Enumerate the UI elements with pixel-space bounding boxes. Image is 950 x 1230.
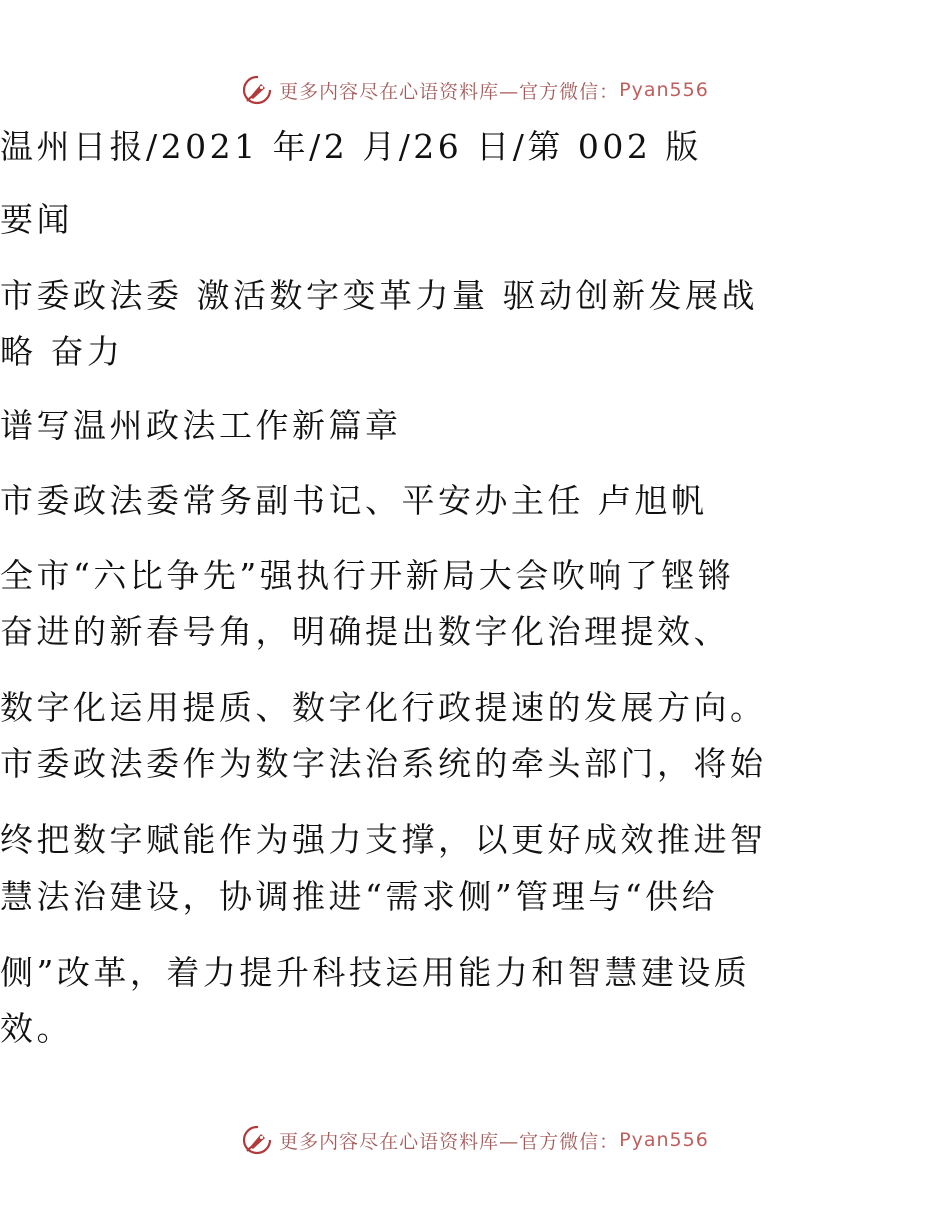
article-line: 要闻 <box>0 200 73 239</box>
article-line: 谱写温州政法工作新篇章 <box>0 406 402 445</box>
article-line: 市委政法委常务副书记、平安办主任 卢旭帆 <box>0 481 708 520</box>
footer-watermark <box>0 1120 950 1160</box>
article-line: 数字化运用提质、数字化行政提速的发展方向。 <box>0 688 767 727</box>
article-line: 效。 <box>0 1009 73 1048</box>
article-line: 慧法治建设，协调推进“需求侧”管理与“供给 <box>0 877 719 916</box>
article-line: 略 奋力 <box>0 332 124 371</box>
article-line: 温州日报/2021 年/2 月/26 日/第 002 版 <box>0 127 702 166</box>
watermark-wechat-id: Pyan556 <box>619 79 709 101</box>
article-line: 终把数字赋能作为强力支撑，以更好成效推进智 <box>0 820 767 859</box>
header-watermark <box>0 70 950 110</box>
watermark-text: 更多内容尽在心语资料库—官方微信： <box>279 1130 620 1153</box>
article-line: 市委政法委 激活数字变革力量 驱动创新发展战 <box>0 276 758 315</box>
watermark-wechat-id: Pyan556 <box>619 1129 709 1151</box>
article-line: 侧”改革，着力提升科技运用能力和智慧建设质 <box>0 953 751 992</box>
article-line: 市委政法委作为数字法治系统的牵头部门，将始 <box>0 744 767 783</box>
article-line: 全市“六比争先”强执行开新局大会吹响了铿锵 <box>0 556 735 595</box>
pen-nib-logo-icon <box>241 1124 273 1156</box>
watermark-text: 更多内容尽在心语资料库—官方微信： <box>279 80 620 103</box>
article-line: 奋进的新春号角，明确提出数字化治理提效、 <box>0 612 730 651</box>
pen-nib-logo-icon <box>241 74 273 106</box>
